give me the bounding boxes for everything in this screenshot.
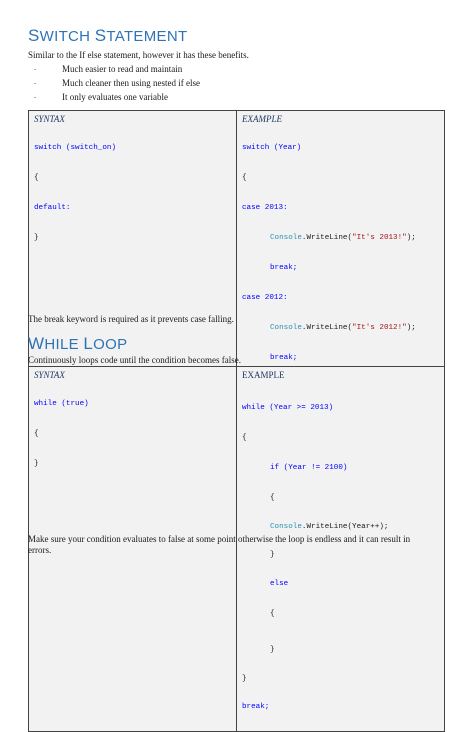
while-intro: Continuously loops code until the condition becomes false. — [28, 355, 241, 365]
code-line: { — [34, 174, 39, 182]
code-line: } — [270, 646, 275, 654]
code-line: { — [270, 610, 275, 618]
code-line: } — [242, 675, 247, 683]
code-line: switch (switch_on) — [34, 144, 117, 152]
code-line: } — [34, 460, 39, 468]
code-line: Console.WriteLine("It's 2013!"); — [270, 234, 416, 242]
code-line: break; — [270, 264, 298, 272]
code-line: break; — [242, 703, 270, 711]
while-note: Make sure your condition evaluates to false at some point otherwise the loop is endless and it can result in errors. — [28, 534, 411, 555]
switch-heading: SWITCH STATEMENT — [28, 26, 188, 45]
code-line: switch (Year) — [242, 144, 302, 152]
switch-note: The break keyword is required as it prevents case falling. — [28, 314, 234, 324]
code-line: { — [34, 430, 39, 438]
code-line: } — [270, 551, 275, 559]
code-line: { — [242, 174, 247, 182]
example-title: EXAMPLE — [242, 114, 282, 124]
code-line: break; — [270, 354, 298, 362]
code-line: case 2012: — [242, 294, 288, 302]
code-line: while (Year >= 2013) — [242, 404, 334, 412]
code-line: Console.WriteLine(Year++); — [270, 523, 389, 531]
code-line: { — [270, 494, 275, 502]
code-line: case 2013: — [242, 204, 288, 212]
code-line: default: — [34, 204, 71, 212]
while-heading: WHILE LOOP — [28, 334, 128, 353]
code-line: if (Year != 2100) — [270, 464, 348, 472]
syntax-title: SYNTAX — [34, 114, 65, 124]
code-line: while (true) — [34, 400, 89, 408]
example-title: EXAMPLE — [242, 370, 285, 380]
document-page: SWITCH STATEMENT Similar to the If else statement, however it has these benefits. - Much easier to read and maintain - Much cleaner then using nested if else - It only evaluates one variable SYNTAX switch (switch_on) { default: } EXAMPLE switch (Year) { case 2013: Console.WriteLine("It's 2013!"); break; case 2012: Console.WriteLine("It's 2012!"); break; The break keyword is required as it prevents case falling. WHILE LOOP Continuously loops code until the condition becomes false. SYNTAX while (true) { } EXAMPLE while (Year >= 2013) { if (Year != 2100) { Console.WriteLine(Year++); } else { } } break; Make sure your condition evaluates to false at some point otherwise the loop is endless and it can result in errors. — [0, 0, 474, 669]
code-line: } — [34, 234, 39, 242]
code-line: else — [270, 580, 289, 588]
syntax-title: SYNTAX — [34, 370, 65, 380]
code-line: Console.WriteLine("It's 2012!"); — [270, 324, 416, 332]
code-line: { — [242, 434, 247, 442]
switch-intro: Similar to the If else statement, however it has these benefits. — [28, 50, 249, 60]
